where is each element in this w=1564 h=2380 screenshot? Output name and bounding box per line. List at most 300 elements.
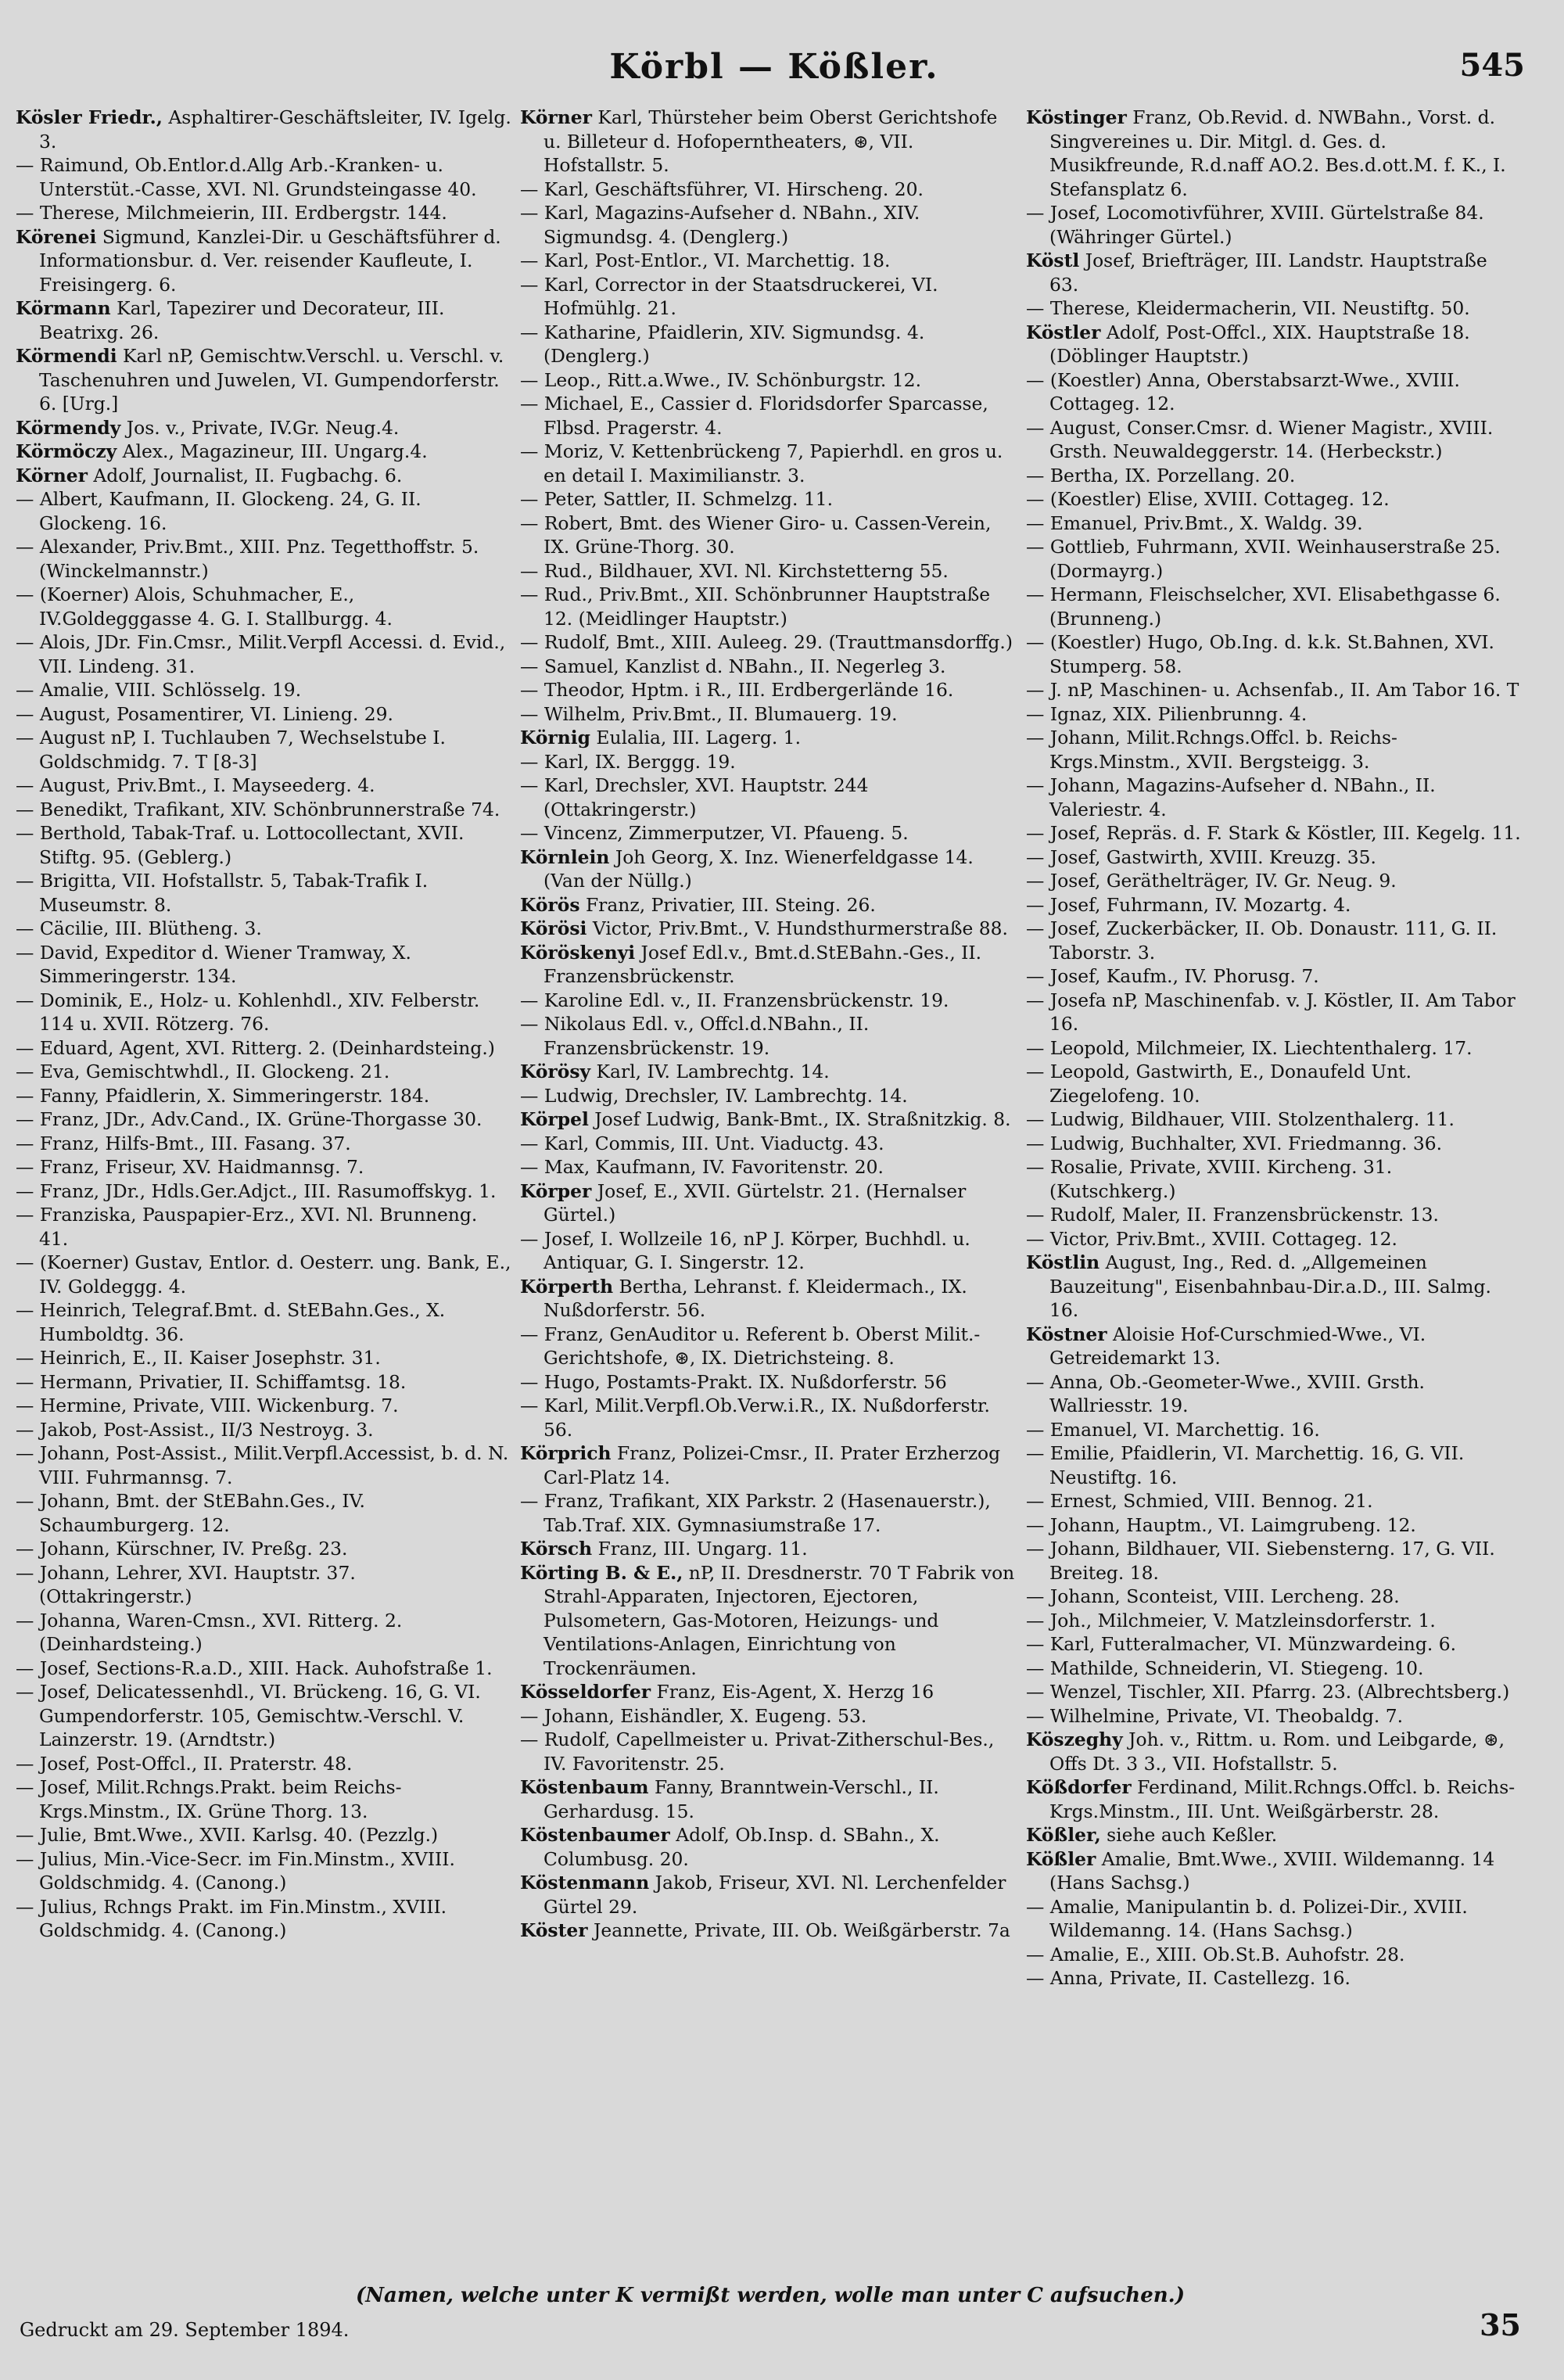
entry-details: Asphaltirer-Geschäftsleiter, IV. Igelg. 3. — [39, 106, 511, 153]
directory-entry — [520, 630, 1016, 655]
directory-entry — [1026, 774, 1522, 821]
directory-entry — [16, 798, 511, 822]
directory-entry — [16, 225, 511, 297]
entry-details: — Brigitta, VII. Hofstallstr. 5, Tabak-Trafik I. Museumstr. 8. — [16, 870, 429, 916]
entry-details: — Josefa nP, Maschinenfab. v. J. Köstler, II. Am Tabor 16. — [1026, 989, 1516, 1035]
directory-entry — [520, 368, 1016, 393]
directory-entry — [520, 1155, 1016, 1179]
entry-details: Adolf, Journalist, II. Fugbachg. 6. — [87, 464, 403, 486]
directory-entry — [520, 273, 1016, 321]
directory-entry — [1026, 249, 1522, 296]
entry-details: — Samuel, Kanzlist d. NBahn., II. Negerleg 3. — [520, 655, 946, 677]
directory-entry — [16, 344, 511, 416]
directory-entry — [16, 941, 511, 989]
directory-entry — [1026, 726, 1522, 774]
directory-entry — [16, 1561, 511, 1609]
directory-entry — [16, 702, 511, 727]
directory-entry — [1026, 1513, 1522, 1538]
entry-details: — Alois, JDr. Fin.Cmsr., Milit.Verpfl Accessi. d. Evid., VII. Lindeng. 31. — [16, 631, 506, 677]
entry-details: — Theodor, Hptm. i R., III. Erdbergerlände 16. — [520, 679, 954, 701]
entry-details: — Hermine, Private, VIII. Wickenburg. 7. — [16, 1395, 399, 1416]
directory-entry — [520, 1060, 1016, 1084]
directory-entry — [16, 1346, 511, 1370]
entry-surname: Köszeghy — [1026, 1728, 1123, 1750]
entry-surname: Körmöczy — [16, 440, 117, 462]
directory-entry — [1026, 1657, 1522, 1681]
directory-entry — [16, 1132, 511, 1156]
entry-details: — Johann, Bildhauer, VII. Siebensterng. 17, G. VII. Breiteg. 18. — [1026, 1538, 1495, 1584]
entry-details: — Ludwig, Buchhalter, XVI. Friedmanng. 36. — [1026, 1132, 1443, 1154]
entry-details: Sigmund, Kanzlei-Dir. u Geschäftsführer d. Informationsbur. d. Ver. reisender Kaufleute, I. Freisingerg. 6. — [39, 225, 501, 296]
directory-entry — [1026, 821, 1522, 845]
entry-details: — Franz, GenAuditor u. Referent b. Oberst Milit.-Gerichtshofe, ⊛, IX. Dietrichsteing. 8. — [520, 1323, 981, 1369]
directory-entry — [16, 201, 511, 225]
entry-details: — Josef, Kaufm., IV. Phorusg. 7. — [1026, 965, 1319, 987]
entry-details: — Johann, Sconteist, VIII. Lercheng. 28. — [1026, 1585, 1400, 1607]
directory-entry — [520, 1107, 1016, 1132]
entry-details: — Emanuel, VI. Marchettig. 16. — [1026, 1418, 1320, 1441]
entry-details: — Rud., Priv.Bmt., XII. Schönbrunner Hauptstraße 12. (Meidlinger Hauptstr.) — [520, 583, 991, 630]
directory-entry — [520, 655, 1016, 679]
directory-entry — [520, 512, 1016, 559]
entry-surname: Kösler Friedr., — [16, 106, 163, 128]
directory-entry — [1026, 464, 1522, 488]
entry-details: — Ernest, Schmied, VIII. Bennog. 21. — [1026, 1490, 1373, 1512]
directory-entry — [16, 583, 511, 630]
directory-entry — [520, 1775, 1016, 1823]
entry-surname: Kößler — [1026, 1847, 1096, 1870]
page-header — [23, 47, 1525, 102]
entry-details: — Vincenz, Zimmerputzer, VI. Pfaueng. 5. — [520, 822, 909, 844]
directory-entry — [16, 1298, 511, 1346]
entry-surname: Körprich — [520, 1442, 612, 1464]
entry-surname: Körting B. & E., — [520, 1561, 683, 1584]
entry-details: — Josef, Sections-R.a.D., XIII. Hack. Auhofstraße 1. — [16, 1657, 493, 1679]
entry-details: — Heinrich, E., II. Kaiser Josephstr. 31. — [16, 1347, 381, 1369]
entry-surname: Köster — [520, 1919, 588, 1941]
entry-details: — Hermann, Privatier, II. Schiffamtsg. 18. — [16, 1370, 407, 1393]
column-2 — [520, 106, 1016, 2272]
entry-surname: Körner — [16, 464, 88, 486]
directory-entry — [1026, 321, 1522, 368]
entry-surname: Körmendy — [16, 416, 121, 439]
entry-details: siehe auch Keßler. — [1100, 1824, 1278, 1846]
directory-columns — [16, 106, 1525, 2272]
directory-entry — [520, 1919, 1016, 1943]
entry-details: Alex., Magazineur, III. Ungarg.4. — [117, 440, 428, 462]
directory-entry — [1026, 1680, 1522, 1704]
directory-entry — [1026, 1537, 1522, 1585]
directory-entry — [520, 559, 1016, 583]
entry-details: — Rudolf, Bmt., XIII. Auleeg. 29. (Trauttmansdorffg.) — [520, 631, 1013, 653]
directory-entry — [1026, 678, 1522, 702]
entry-details: — Cäcilie, III. Blütheng. 3. — [16, 917, 262, 939]
entry-details: — Therese, Milchmeierin, III. Erdbergstr. 144. — [16, 202, 447, 224]
entry-details: — Johann, Milit.Rchngs.Offcl. b. Reichs-Krgs.Minstm., XVII. Bergsteigg. 3. — [1026, 727, 1397, 773]
entry-details: Franz, Privatier, III. Steing. 26. — [579, 893, 876, 916]
entry-surname: Körnlein — [520, 845, 610, 868]
directory-entry — [16, 1060, 511, 1084]
entry-details: — Karl, Drechsler, XVI. Hauptstr. 244 (Ottakringerstr.) — [520, 774, 869, 820]
directory-entry — [16, 726, 511, 774]
directory-entry — [1026, 296, 1522, 321]
directory-entry — [520, 917, 1016, 941]
directory-entry — [520, 1680, 1016, 1704]
directory-entry — [1026, 989, 1522, 1036]
directory-entry — [16, 1107, 511, 1132]
entry-details: nP, II. Dresdnerstr. 70 T Fabrik von Strahl-Apparaten, Injectoren, Ejectoren, Pulsometern, Gas-Motoren, Heizungs- und Ventilations-Anlagen, Einrichtung von Trockenräumen. — [543, 1561, 1015, 1679]
entry-details: Josef Edl.v., Bmt.d.StEBahn.-Ges., II. Franzensbrückenstr. — [543, 941, 982, 987]
directory-entry — [520, 941, 1016, 989]
entry-details: Franz, Eis-Agent, X. Herzg 16 — [651, 1681, 934, 1703]
directory-entry — [1026, 368, 1522, 416]
entry-details: — Johann, Bmt. der StEBahn.Ges., IV. Schaumburgerg. 12. — [16, 1490, 365, 1536]
entry-details: — Michael, E., Cassier d. Floridsdorfer Sparcasse, Flbsd. Pragerstr. 4. — [520, 393, 988, 439]
entry-details: — Anna, Ob.-Geometer-Wwe., XVIII. Grsth. Wallriesstr. 19. — [1026, 1370, 1425, 1416]
directory-entry — [1026, 1203, 1522, 1227]
entry-surname: Köstner — [1026, 1323, 1107, 1345]
directory-entry — [1026, 1895, 1522, 1943]
directory-entry — [16, 1418, 511, 1442]
entry-details: Fanny, Branntwein-Verschl., II. Gerhardusg. 15. — [543, 1776, 939, 1822]
entry-details: — Karoline Edl. v., II. Franzensbrückenstr. 19. — [520, 989, 949, 1011]
directory-entry — [1026, 845, 1522, 870]
directory-entry — [1026, 702, 1522, 727]
directory-entry — [16, 1752, 511, 1776]
directory-entry — [1026, 1943, 1522, 1967]
entry-surname: Köstenbaumer — [520, 1824, 670, 1846]
entry-details: Karl, Tapezirer und Decorateur, III. Beatrixg. 26. — [39, 297, 445, 343]
directory-entry — [1026, 1728, 1522, 1775]
entry-details: — Joh., Milchmeier, V. Matzleinsdorferstr. 1. — [1026, 1609, 1436, 1632]
entry-surname: Köstenmann — [520, 1872, 650, 1894]
directory-entry — [16, 464, 511, 488]
directory-entry — [16, 1847, 511, 1895]
directory-entry — [1026, 1489, 1522, 1513]
directory-entry — [1026, 487, 1522, 512]
entry-details: — (Koerner) Gustav, Entlor. d. Oesterr. ung. Bank, E., IV. Goldeggg. 4. — [16, 1251, 511, 1298]
entry-details: — Johanna, Waren-Cmsn., XVI. Ritterg. 2. (Deinhardsteing.) — [16, 1609, 403, 1655]
directory-entry — [520, 750, 1016, 774]
entry-details: — Leopold, Milchmeier, IX. Liechtenthalerg. 17. — [1026, 1036, 1473, 1059]
entry-details: — Franz, Friseur, XV. Haidmannsg. 7. — [16, 1156, 364, 1178]
directory-entry — [520, 1179, 1016, 1227]
directory-entry — [16, 1657, 511, 1681]
entry-details: — Rosalie, Private, XVIII. Kircheng. 31. (Kutschkerg.) — [1026, 1156, 1393, 1202]
directory-entry — [1026, 1370, 1522, 1418]
directory-entry — [16, 1394, 511, 1418]
entry-details: — Franz, JDr., Hdls.Ger.Adjct., III. Rasumoffskyg. 1. — [16, 1179, 497, 1202]
entry-surname: Körpel — [520, 1108, 589, 1130]
entry-details: — Rudolf, Maler, II. Franzensbrückenstr. 13. — [1026, 1204, 1439, 1226]
entry-details: — Moriz, V. Kettenbrückeng 7, Papierhdl. en gros u. en detail I. Maximilianstr. 3. — [520, 440, 1003, 486]
directory-entry — [520, 702, 1016, 727]
entry-details: — Julie, Bmt.Wwe., XVII. Karlsg. 40. (Pezzlg.) — [16, 1824, 439, 1846]
entry-details: — Karl, Milit.Verpfl.Ob.Verw.i.R., IX. Nußdorferstr. 56. — [520, 1395, 990, 1441]
directory-entry — [16, 1155, 511, 1179]
directory-entry — [16, 917, 511, 941]
entry-details: — Josef, Gastwirth, XVIII. Kreuzg. 35. — [1026, 845, 1376, 868]
entry-surname: Körperth — [520, 1275, 614, 1298]
directory-entry — [1026, 1036, 1522, 1061]
directory-entry — [16, 1895, 511, 1943]
entry-details: — Mathilde, Schneiderin, VI. Stiegeng. 10. — [1026, 1657, 1424, 1679]
directory-entry — [1026, 1847, 1522, 1895]
directory-entry — [1026, 1775, 1522, 1823]
directory-entry — [1026, 1966, 1522, 1991]
entry-details: — Emanuel, Priv.Bmt., X. Waldg. 39. — [1026, 512, 1363, 534]
directory-entry — [520, 1871, 1016, 1919]
entry-details: — Josef, Fuhrmann, IV. Mozartg. 4. — [1026, 893, 1351, 916]
entry-details: — Franziska, Pauspapier-Erz., XVI. Nl. Brunneng. 41. — [16, 1204, 478, 1250]
print-date: Gedruckt am 29. September 1894. — [20, 2319, 350, 2341]
entry-details: — Josef, Post-Offcl., II. Praterstr. 48. — [16, 1752, 353, 1775]
directory-entry — [520, 1537, 1016, 1561]
entry-surname: Kößler, — [1026, 1824, 1101, 1846]
entry-surname: Körenei — [16, 225, 97, 248]
entry-details: — Karl, IX. Berggg. 19. — [520, 750, 736, 773]
directory-entry — [520, 1728, 1016, 1775]
directory-entry — [520, 178, 1016, 202]
entry-details: — Ludwig, Drechsler, IV. Lambrechtg. 14. — [520, 1084, 908, 1107]
entry-details: — Amalie, Manipulantin b. d. Polizei-Dir., XVIII. Wildemanng. 14. (Hans Sachsg.) — [1026, 1895, 1468, 1941]
entry-details: — Franz, Trafikant, XIX Parkstr. 2 (Hasenauerstr.), Tab.Traf. XIX. Gymnasiumstraße 17. — [520, 1490, 991, 1536]
page-number: 545 — [1459, 47, 1525, 84]
directory-entry — [1026, 512, 1522, 536]
entry-details: — Franz, Hilfs-Bmt., III. Fasang. 37. — [16, 1132, 351, 1154]
directory-entry — [16, 1489, 511, 1537]
entry-details: — Hugo, Postamts-Prakt. IX. Nußdorferstr. 56 — [520, 1370, 947, 1393]
column-3 — [1026, 106, 1522, 2272]
directory-entry — [520, 1323, 1016, 1370]
entry-details: — Emilie, Pfaidlerin, VI. Marchettig. 16, G. VII. Neustiftg. 16. — [1026, 1442, 1465, 1488]
page-title: Körbl — Kößler. — [609, 47, 939, 87]
entry-details: — Johann, Kürschner, IV. Preßg. 23. — [16, 1538, 348, 1560]
directory-entry — [520, 893, 1016, 917]
entry-details: — Leop., Ritt.a.Wwe., IV. Schönburgstr. 12. — [520, 368, 922, 391]
entry-details: — Eva, Gemischtwhdl., II. Glockeng. 21. — [16, 1061, 390, 1082]
directory-entry — [16, 535, 511, 583]
directory-entry — [520, 1561, 1016, 1681]
entry-details: — August nP, I. Tuchlauben 7, Wechselstube I. Goldschmidg. 7. T [8-3] — [16, 727, 446, 773]
entry-surname: Körnig — [520, 727, 590, 748]
directory-entry — [1026, 1323, 1522, 1370]
footer-note: (Namen, welche unter K vermißt werden, wolle man unter C aufsuchen.) — [355, 2284, 1185, 2307]
directory-entry — [16, 1203, 511, 1251]
entry-details: Jakob, Friseur, XVI. Nl. Lerchenfelder Gürtel 29. — [543, 1872, 1006, 1918]
entry-details: — Alexander, Priv.Bmt., XIII. Pnz. Tegetthoffstr. 5. (Winckelmannstr.) — [16, 536, 479, 582]
entry-surname: Köstl — [1026, 249, 1080, 271]
sheet-signature: 35 — [1480, 2307, 1521, 2342]
entry-surname: Kößdorfer — [1026, 1776, 1132, 1798]
entry-details: — Nikolaus Edl. v., Offcl.d.NBahn., II. Franzensbrückenstr. 19. — [520, 1013, 870, 1059]
entry-details: Joh Georg, X. Inz. Wienerfeldgasse 14. (Van der Nüllg.) — [543, 845, 974, 892]
entry-details: — Therese, Kleidermacherin, VII. Neustiftg. 50. — [1026, 297, 1470, 319]
entry-details: — Wenzel, Tischler, XII. Pfarrg. 23. (Albrechtsberg.) — [1026, 1681, 1510, 1703]
entry-details: — Wilhelmine, Private, VI. Theobaldg. 7. — [1026, 1704, 1404, 1727]
entry-details: — Josef, Locomotivführer, XVIII. Gürtelstraße 84. (Währinger Gürtel.) — [1026, 202, 1484, 248]
entry-details: — Fanny, Pfaidlerin, X. Simmeringerstr. 184. — [16, 1084, 430, 1107]
entry-details: — Eduard, Agent, XVI. Ritterg. 2. (Deinhardsteing.) — [16, 1036, 495, 1059]
entry-details: — Raimund, Ob.Entlor.d.Allg Arb.-Kranken- u. Unterstüt.-Casse, XVI. Nl. Grundsteingasse 40. — [16, 154, 477, 200]
entry-details: — (Koestler) Elise, XVIII. Cottageg. 12. — [1026, 488, 1390, 510]
directory-entry — [1026, 583, 1522, 630]
entry-details: — Victor, Priv.Bmt., XVIII. Cottageg. 12. — [1026, 1227, 1397, 1250]
entry-details: — Rudolf, Capellmeister u. Privat-Zitherschul-Bes., IV. Favoritenstr. 25. — [520, 1728, 995, 1775]
entry-details: — Anna, Private, II. Castellezg. 16. — [1026, 1967, 1351, 1989]
entry-surname: Körös — [520, 893, 580, 916]
entry-details: Karl nP, Gemischtw.Verschl. u. Verschl. v. Taschenuhren und Juwelen, VI. Gumpendorferstr. 6. [Urg.] — [39, 345, 504, 415]
entry-details: — (Koestler) Hugo, Ob.Ing. d. k.k. St.Bahnen, XVI. Stumperg. 58. — [1026, 631, 1494, 677]
entry-details: — August, Conser.Cmsr. d. Wiener Magistr., XVIII. Grsth. Neuwaldeggerstr. 14. (Herbeckstr.) — [1026, 416, 1494, 462]
entry-details: — Max, Kaufmann, IV. Favoritenstr. 20. — [520, 1156, 884, 1178]
directory-entry — [1026, 1418, 1522, 1442]
entry-details: — Josef, I. Wollzeile 16, nP J. Körper, Buchhdl. u. Antiquar, G. I. Singerstr. 12. — [520, 1227, 970, 1273]
entry-surname: Körmendi — [16, 345, 117, 367]
entry-details: — Julius, Rchngs Prakt. im Fin.Minstm., XVIII. Goldschmidg. 4. (Canong.) — [16, 1895, 447, 1941]
directory-entry — [16, 869, 511, 917]
directory-entry — [520, 583, 1016, 630]
entry-details: Bertha, Lehranst. f. Kleidermach., IX. Nußdorferstr. 56. — [543, 1275, 967, 1321]
entry-details: Adolf, Post-Offcl., XIX. Hauptstraße 18. (Döblinger Hauptstr.) — [1049, 321, 1470, 367]
entry-details: Eulalia, III. Lagerg. 1. — [590, 727, 802, 748]
directory-entry — [520, 1012, 1016, 1060]
entry-details: Jos. v., Private, IV.Gr. Neug.4. — [120, 416, 400, 439]
directory-entry — [1026, 106, 1522, 201]
directory-entry — [520, 678, 1016, 702]
directory-entry — [16, 1370, 511, 1395]
directory-entry — [520, 249, 1016, 273]
directory-entry — [1026, 1823, 1522, 1847]
entry-details: — J. nP, Maschinen- u. Achsenfab., II. Am Tabor 16. T — [1026, 679, 1519, 701]
directory-entry — [16, 1680, 511, 1752]
entry-surname: Köstenbaum — [520, 1776, 649, 1798]
entry-details: Ferdinand, Milit.Rchngs.Offcl. b. Reichs-Krgs.Minstm., III. Unt. Weißgärberstr. 28. — [1049, 1776, 1516, 1822]
entry-details: — Josef, Geräthelträger, IV. Gr. Neug. 9. — [1026, 870, 1397, 892]
directory-entry — [16, 487, 511, 535]
directory-entry — [1026, 964, 1522, 989]
directory-entry — [1026, 1251, 1522, 1323]
entry-details: Josef, Briefträger, III. Landstr. Hauptstraße 63. — [1049, 249, 1487, 296]
entry-surname: Körmann — [16, 297, 111, 319]
directory-entry — [16, 630, 511, 678]
entry-details: Franz, Polizei-Cmsr., II. Prater Erzherzog Carl-Platz 14. — [543, 1442, 1001, 1488]
directory-entry — [520, 106, 1016, 178]
directory-entry — [1026, 1227, 1522, 1251]
entry-details: — Bertha, IX. Porzellang. 20. — [1026, 464, 1296, 486]
directory-entry — [1026, 535, 1522, 583]
directory-entry — [16, 1609, 511, 1657]
entry-surname: Kösseldorfer — [520, 1681, 651, 1703]
directory-entry — [520, 1489, 1016, 1537]
entry-details: Adolf, Ob.Insp. d. SBahn., X. Columbusg. 20. — [543, 1824, 940, 1870]
directory-entry — [520, 1441, 1016, 1489]
entry-details: — Franz, JDr., Adv.Cand., IX. Grüne-Thorgasse 30. — [16, 1108, 482, 1130]
directory-entry — [520, 821, 1016, 845]
directory-entry — [1026, 416, 1522, 464]
directory-entry — [16, 1179, 511, 1204]
directory-entry — [520, 774, 1016, 821]
directory-entry — [16, 153, 511, 201]
directory-entry — [1026, 1704, 1522, 1728]
entry-details: — Leopold, Gastwirth, E., Donaufeld Unt. Ziegelofeng. 10. — [1026, 1061, 1412, 1107]
entry-details: — Josef, Zuckerbäcker, II. Ob. Donaustr. 111, G. II. Taborstr. 3. — [1026, 917, 1498, 964]
directory-entry — [16, 1537, 511, 1561]
entry-details: — Karl, Futteralmacher, VI. Münzwardeing. 6. — [1026, 1633, 1457, 1655]
entry-surname: Körösi — [520, 917, 587, 939]
directory-entry — [1026, 1585, 1522, 1609]
directory-entry — [16, 1775, 511, 1823]
entry-details: — Johann, Eishändler, X. Eugeng. 53. — [520, 1704, 867, 1727]
entry-details: — Karl, Magazins-Aufseher d. NBahn., XIV. Sigmundsg. 4. (Denglerg.) — [520, 202, 920, 248]
directory-entry — [16, 989, 511, 1036]
entry-details: — Karl, Corrector in der Staatsdruckerei, VI. Hofmühlg. 21. — [520, 273, 938, 319]
directory-entry — [16, 1036, 511, 1061]
entry-surname: Köstler — [1026, 321, 1101, 343]
entry-details: — Hermann, Fleischselcher, XVI. Elisabethgasse 6. (Brunneng.) — [1026, 583, 1501, 630]
entry-details: — Katharine, Pfaidlerin, XIV. Sigmundsg. 4. (Denglerg.) — [520, 321, 925, 367]
entry-details: — Benedikt, Trafikant, XIV. Schönbrunnerstraße 74. — [16, 798, 500, 820]
directory-entry — [520, 392, 1016, 440]
entry-surname: Körösy — [520, 1061, 591, 1082]
directory-entry — [520, 487, 1016, 512]
entry-details: — Josef, Repräs. d. F. Stark & Köstler, III. Kegelg. 11. — [1026, 822, 1521, 844]
entry-details: — Albert, Kaufmann, II. Glockeng. 24, G. II. Glockeng. 16. — [16, 488, 421, 534]
entry-details: — Ludwig, Bildhauer, VIII. Stolzenthalerg. 11. — [1026, 1108, 1455, 1130]
directory-entry — [1026, 1609, 1522, 1633]
entry-details: — Johann, Lehrer, XVI. Hauptstr. 37. (Ottakringerstr.) — [16, 1561, 356, 1607]
directory-entry — [1026, 917, 1522, 964]
entry-details: — Josef, Delicatessenhdl., VI. Brückeng. 16, G. VI. Gumpendorferstr. 105, Gemischtw.-Verschl. V. Lainzerstr. 19. (Arndtstr.) — [16, 1681, 481, 1750]
directory-entry — [520, 201, 1016, 249]
entry-details: Josef, E., XVII. Gürtelstr. 21. (Hernalser Gürtel.) — [543, 1179, 967, 1226]
entry-details: — (Koerner) Alois, Schuhmacher, E., IV.Goldegggasse 4. G. I. Stallburgg. 4. — [16, 583, 393, 630]
directory-entry — [1026, 630, 1522, 678]
entry-details: — August, Priv.Bmt., I. Mayseederg. 4. — [16, 774, 375, 796]
entry-details: — Johann, Hauptm., VI. Laimgrubeng. 12. — [1026, 1513, 1416, 1536]
entry-details: Joh. v., Rittm. u. Rom. und Leibgarde, ⊛, Offs Dt. 3 3., VII. Hofstallstr. 5. — [1049, 1728, 1505, 1775]
directory-entry — [520, 1084, 1016, 1108]
entry-details: — Berthold, Tabak-Traf. u. Lottocollectant, XVII. Stiftg. 95. (Geblerg.) — [16, 822, 465, 868]
directory-entry — [520, 1394, 1016, 1441]
entry-details: — Dominik, E., Holz- u. Kohlenhdl., XIV. Felberstr. 114 u. XVII. Rötzerg. 76. — [16, 989, 480, 1035]
entry-details: — Jakob, Post-Assist., II/3 Nestroyg. 3. — [16, 1418, 374, 1441]
directory-entry — [520, 1370, 1016, 1395]
directory-entry — [1026, 1132, 1522, 1156]
directory-entry — [1026, 1107, 1522, 1132]
directory-entry — [520, 440, 1016, 487]
entry-details: — Amalie, E., XIII. Ob.St.B. Auhofstr. 28. — [1026, 1943, 1405, 1965]
directory-entry — [520, 989, 1016, 1013]
directory-entry — [520, 321, 1016, 368]
directory-entry — [520, 1275, 1016, 1323]
entry-details: Karl, IV. Lambrechtg. 14. — [590, 1061, 830, 1082]
entry-details: Franz, Ob.Revid. d. NWBahn., Vorst. d. Singvereines u. Dir. Mitgl. d. Ges. d. Musikfreunde, R.d.naff AO.2. Bes.d.ott.M. f. K., I. Stefansplatz 6. — [1049, 106, 1506, 200]
directory-entry — [16, 296, 511, 344]
entry-surname: Köstinger — [1026, 106, 1127, 128]
entry-details: — Wilhelm, Priv.Bmt., II. Blumauerg. 19. — [520, 702, 898, 725]
entry-details: Amalie, Bmt.Wwe., XVIII. Wildemanng. 14 (Hans Sachsg.) — [1049, 1847, 1495, 1894]
entry-details: — Peter, Sattler, II. Schmelzg. 11. — [520, 488, 834, 510]
directory-entry — [1026, 1060, 1522, 1107]
directory-entry — [16, 1251, 511, 1298]
entry-details: — Karl, Geschäftsführer, VI. Hirscheng. 20. — [520, 178, 924, 200]
directory-entry — [1026, 893, 1522, 917]
entry-details: — Amalie, VIII. Schlösselg. 19. — [16, 679, 302, 701]
entry-details: — Julius, Min.-Vice-Secr. im Fin.Minstm., XVIII. Goldschmidg. 4. (Canong.) — [16, 1847, 455, 1894]
entry-details: — Karl, Post-Entlor., VI. Marchettig. 18. — [520, 249, 891, 271]
directory-entry — [1026, 1632, 1522, 1657]
